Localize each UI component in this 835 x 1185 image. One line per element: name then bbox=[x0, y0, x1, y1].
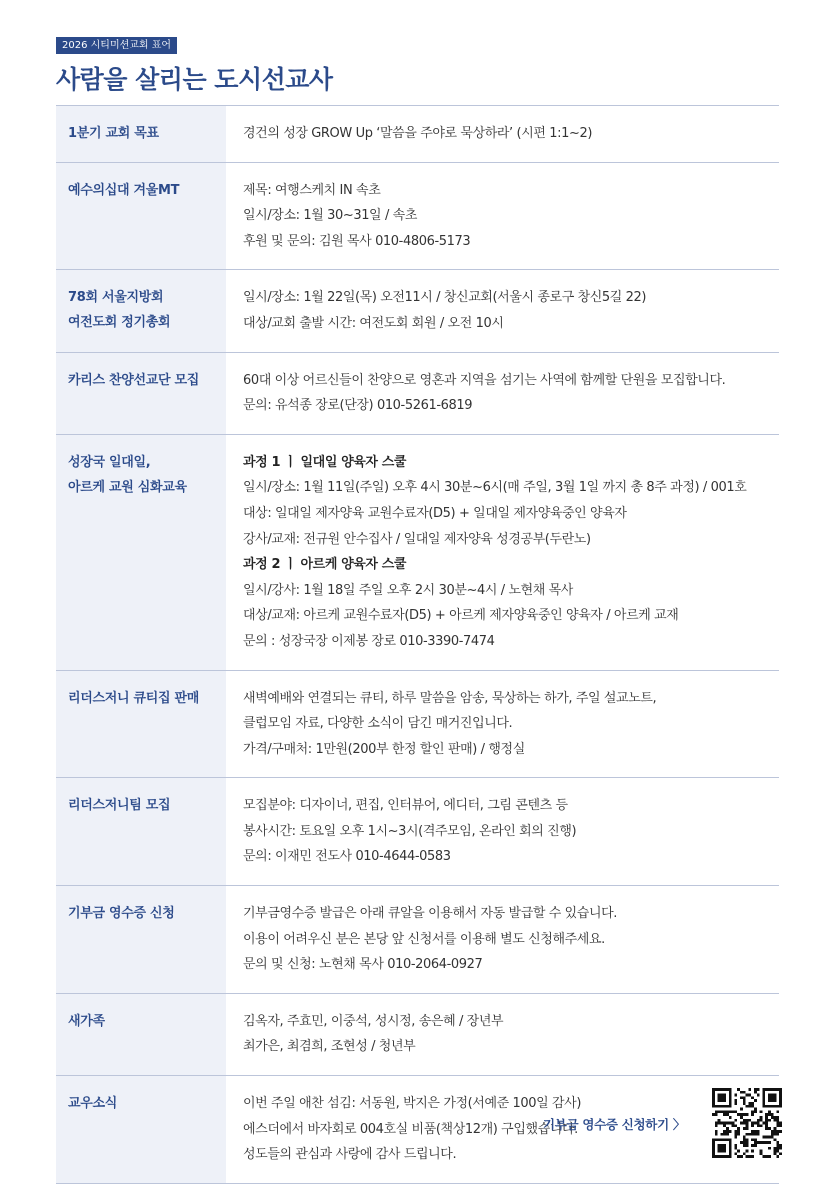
announcement-row bbox=[56, 886, 779, 994]
content-line: 성도들의 관심과 사랑에 감사 드립니다. bbox=[243, 1147, 457, 1163]
row-label bbox=[56, 270, 226, 351]
row-label-line: 리더스저니 큐티집 판매 bbox=[68, 690, 200, 706]
row-label bbox=[56, 994, 226, 1075]
row-content bbox=[226, 1076, 779, 1183]
content-line: 문의 : 성장국장 이제봉 장로 010-3390-7474 bbox=[243, 633, 495, 649]
row-label-line: 성장국 일대일, bbox=[68, 454, 151, 470]
row-label-line: 78회 서울지방회 bbox=[68, 290, 164, 306]
announcement-table bbox=[56, 105, 779, 1184]
content-line: 후원 및 문의: 김원 목사 010-4806-5173 bbox=[243, 233, 471, 249]
announcement-row bbox=[56, 353, 779, 435]
row-label-line: 여전도회 정기총회 bbox=[68, 315, 171, 331]
row-label bbox=[56, 671, 226, 778]
content-line: 문의 및 신청: 노현채 목사 010-2064-0927 bbox=[243, 957, 483, 973]
row-content bbox=[226, 994, 779, 1075]
row-label bbox=[56, 1076, 226, 1183]
content-line: 이용이 어려우신 분은 본당 앞 신청서를 이용해 별도 신청해주세요. bbox=[243, 931, 605, 947]
row-content bbox=[226, 163, 779, 270]
row-label bbox=[56, 886, 226, 993]
qr-code-icon[interactable] bbox=[712, 1088, 782, 1158]
content-line: 김옥자, 주효민, 이중석, 성시정, 송은혜 / 장년부 bbox=[243, 1013, 504, 1029]
row-label-line: 예수의십대 겨울MT bbox=[68, 182, 180, 198]
content-line: 클럽모임 자료, 다양한 소식이 담긴 매거진입니다. bbox=[243, 716, 513, 732]
course-heading: 과정 1 ㅣ 일대일 양육자 스쿨 bbox=[243, 454, 407, 470]
content-line: 60대 이상 어르신들이 찬양으로 영혼과 지역을 섬기는 사역에 함께할 단원을 모집합니다. bbox=[243, 372, 726, 388]
content-line: 에스더에서 바자회로 004호실 비품(책상12개) 구입했습니다. bbox=[243, 1121, 578, 1137]
row-label-line: 1분기 교회 목표 bbox=[68, 126, 159, 141]
row-label-line: 리더스저니팀 모집 bbox=[68, 798, 171, 814]
row-label bbox=[56, 163, 226, 270]
content-line: 경건의 성장 GROW Up ‘말씀을 주야로 묵상하라’ (시편 1:1~2) bbox=[243, 126, 592, 141]
row-content bbox=[226, 886, 779, 993]
content-line: 대상/교회 출발 시간: 여전도회 회원 / 오전 10시 bbox=[243, 315, 504, 331]
donation-receipt-link[interactable]: 기부금 영수증 신청하기 〉 bbox=[543, 1117, 686, 1132]
announcement-row bbox=[56, 435, 779, 671]
row-label bbox=[56, 435, 226, 670]
row-content bbox=[226, 353, 779, 434]
content-line: 봉사시간: 토요일 오후 1시~3시(격주모임, 온라인 회의 진행) bbox=[243, 823, 577, 839]
page-title: 사람을 살리는 도시선교사 bbox=[56, 65, 333, 94]
content-line: 일시/장소: 1월 30~31일 / 속초 bbox=[243, 208, 417, 224]
row-label bbox=[56, 106, 226, 162]
row-label-line: 기부금 영수증 신청 bbox=[68, 906, 175, 922]
row-label bbox=[56, 778, 226, 885]
content-line: 새벽예배와 연결되는 큐티, 하루 말씀을 암송, 묵상하는 하가, 주일 설교노트, bbox=[243, 690, 657, 706]
content-line: 최가은, 최겸희, 조현성 / 청년부 bbox=[243, 1039, 416, 1055]
content-line: 대상/교재: 아르케 교원수료자(D5) + 아르케 제자양육중인 양육자 / 아르케 교재 bbox=[243, 608, 679, 624]
row-label-line: 교우소식 bbox=[68, 1096, 118, 1112]
content-line: 일시/장소: 1월 11일(주일) 오후 4시 30분~6시(매 주일, 3월 1일 까지 총 8주 과정) / 001호 bbox=[243, 480, 747, 496]
announcement-row bbox=[56, 163, 779, 271]
row-content bbox=[226, 106, 779, 162]
row-content bbox=[226, 778, 779, 885]
content-line: 대상: 일대일 제자양육 교원수료자(D5) + 일대일 제자양육중인 양육자 bbox=[243, 505, 627, 521]
content-line: 강사/교재: 전규원 안수집사 / 일대일 제자양육 성경공부(두란노) bbox=[243, 531, 591, 547]
content-line: 제목: 여행스케치 IN 속초 bbox=[243, 182, 381, 198]
row-label-line: 새가족 bbox=[68, 1013, 105, 1029]
row-label bbox=[56, 353, 226, 434]
row-label-line: 카리스 찬양선교단 모집 bbox=[68, 372, 200, 388]
content-line: 모집분야: 디자이너, 편집, 인터뷰어, 에디터, 그림 콘텐츠 등 bbox=[243, 798, 568, 814]
announcement-row bbox=[56, 994, 779, 1076]
content-line: 일시/장소: 1월 22일(목) 오전11시 / 창신교회(서울시 종로구 창신5길 22) bbox=[243, 290, 647, 306]
announcement-row bbox=[56, 778, 779, 886]
content-line: 기부금영수증 발급은 아래 큐알을 이용해서 자동 발급할 수 있습니다. bbox=[243, 906, 618, 922]
content-line: 문의: 유석종 장로(단장) 010-5261-6819 bbox=[243, 398, 473, 414]
row-content bbox=[226, 435, 779, 670]
content-line: 일시/강사: 1월 18일 주일 오후 2시 30분~4시 / 노현채 목사 bbox=[243, 582, 573, 598]
course-heading: 과정 2 ㅣ 아르케 양육자 스쿨 bbox=[243, 557, 407, 573]
announcement-row bbox=[56, 106, 779, 163]
motto-tag: 2026 시티미션교회 표어 bbox=[56, 37, 177, 54]
row-label-line: 아르케 교원 심화교육 bbox=[68, 479, 187, 495]
announcement-row bbox=[56, 270, 779, 352]
content-line: 가격/구매처: 1만원(200부 한정 할인 판매) / 행정실 bbox=[243, 741, 525, 757]
content-line: 문의: 이재민 전도사 010-4644-0583 bbox=[243, 849, 451, 865]
row-content bbox=[226, 671, 779, 778]
content-line: 이번 주일 애찬 섬김: 서동원, 박지은 가정(서예준 100일 감사) bbox=[243, 1096, 582, 1112]
announcement-row bbox=[56, 671, 779, 779]
row-content bbox=[226, 270, 779, 351]
